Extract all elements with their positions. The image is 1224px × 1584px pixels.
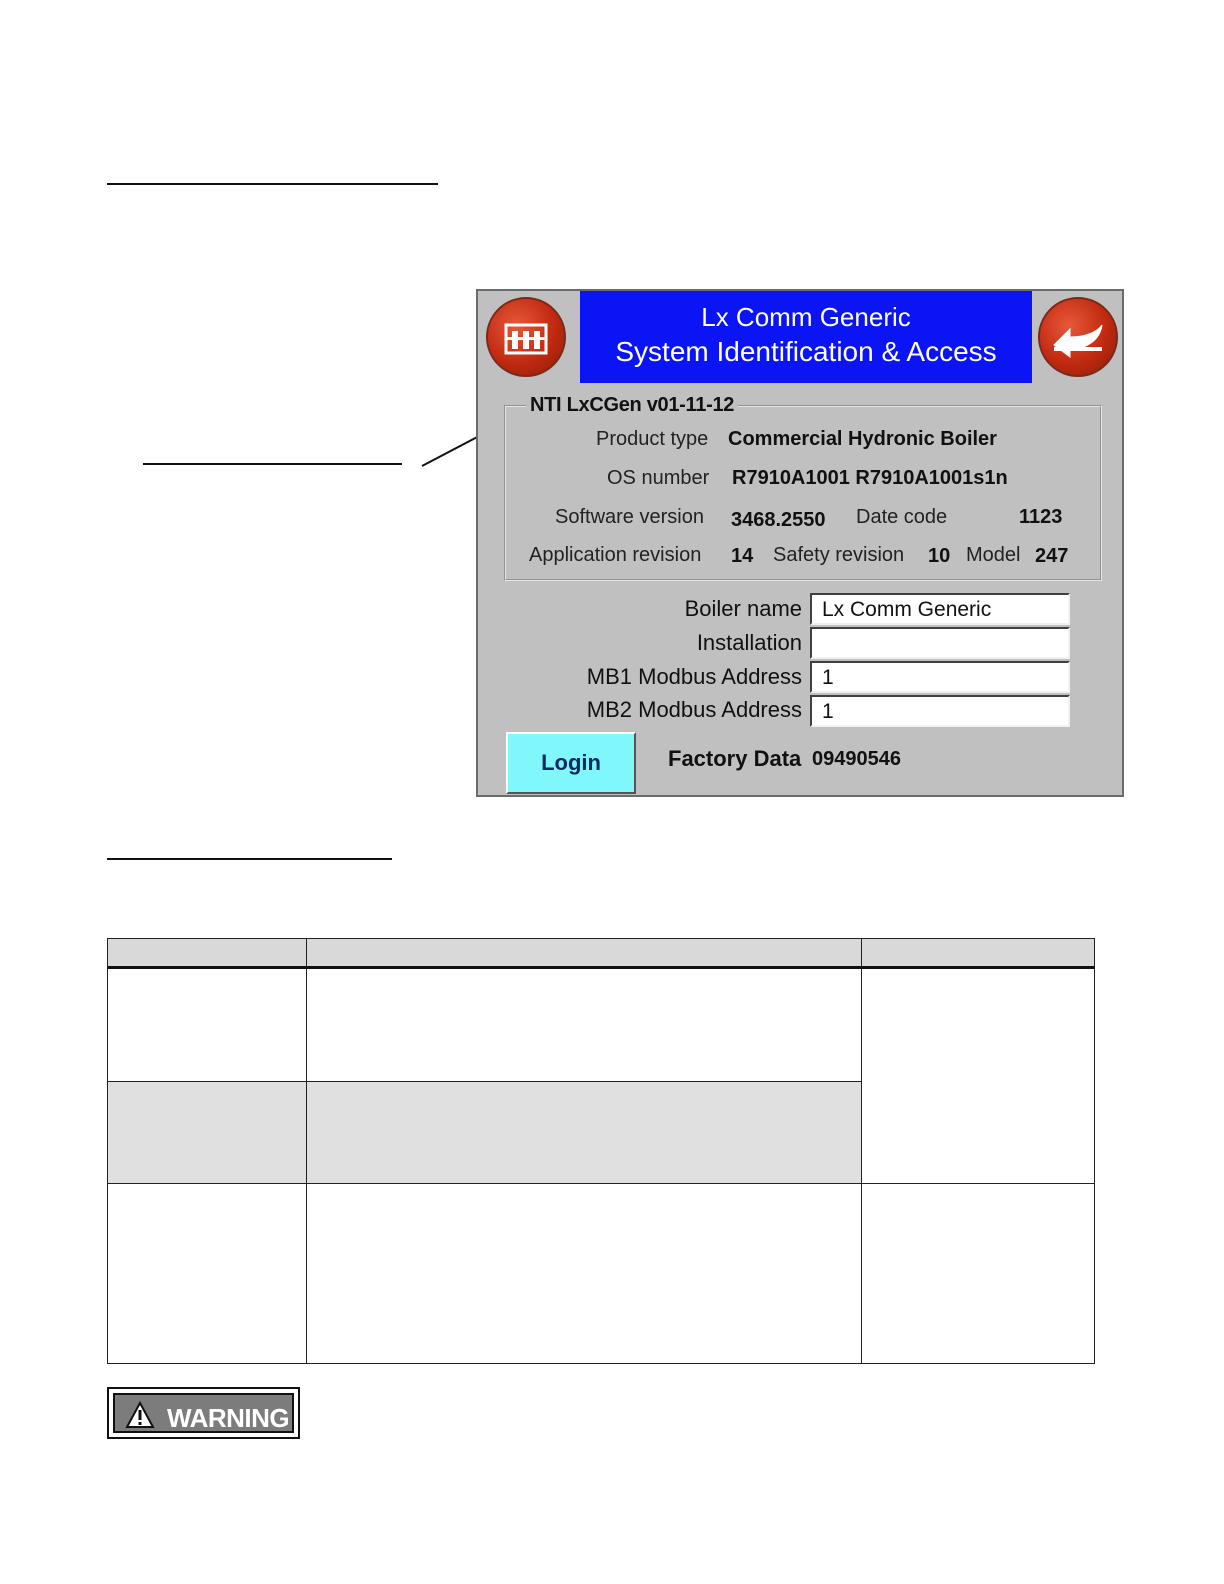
factory-data-label: Factory Data bbox=[668, 746, 802, 771]
model-value: 247 bbox=[1035, 545, 1069, 567]
section-heading-underline-2 bbox=[107, 858, 392, 860]
warning-badge bbox=[107, 1387, 300, 1439]
mb2-modbus-address-field[interactable]: 1 bbox=[810, 695, 1070, 727]
safety-revision-label: Safety revision bbox=[773, 544, 905, 566]
application-revision-label: Application revision bbox=[529, 544, 702, 566]
factory-data-value: 09490546 bbox=[812, 748, 901, 770]
date-code-value: 1123 bbox=[1019, 506, 1063, 528]
warning-triangle-icon bbox=[125, 1401, 155, 1429]
software-version-value: 3468.2550 bbox=[731, 509, 826, 531]
screen-title-line1: Lx Comm Generic bbox=[701, 302, 911, 332]
application-revision-value: 14 bbox=[731, 545, 754, 567]
os-number-value: R7910A1001 R7910A1001s1n bbox=[732, 467, 1008, 489]
info-table bbox=[107, 938, 1095, 1364]
os-number-label: OS number bbox=[607, 467, 710, 489]
callout-label-underline bbox=[143, 463, 402, 465]
screen-title-line2: System Identification & Access bbox=[615, 336, 997, 367]
product-type-value: Commercial Hydronic Boiler bbox=[728, 428, 997, 450]
mb1-modbus-address-field[interactable]: 1 bbox=[810, 661, 1070, 693]
model-label: Model bbox=[966, 544, 1021, 566]
row-divider-2 bbox=[108, 1183, 1094, 1184]
installation-field[interactable] bbox=[810, 627, 1070, 659]
boiler-name-label: Boiler name bbox=[684, 596, 802, 621]
table-row-shaded bbox=[108, 1082, 861, 1183]
home-icon bbox=[488, 299, 564, 375]
system-identification-screen bbox=[476, 289, 1124, 797]
row-divider-1 bbox=[108, 1081, 861, 1082]
installation-label: Installation bbox=[696, 630, 802, 655]
home-button[interactable] bbox=[480, 293, 572, 381]
header-divider bbox=[108, 966, 1094, 969]
date-code-label: Date code bbox=[856, 506, 948, 528]
mb1-modbus-address-label: MB1 Modbus Address bbox=[586, 664, 802, 689]
login-button[interactable]: Login bbox=[506, 732, 636, 794]
group-title: NTI LxCGen v01-11-12 bbox=[526, 394, 738, 417]
column-divider-2 bbox=[861, 939, 862, 1363]
safety-revision-value: 10 bbox=[928, 545, 951, 567]
section-heading-underline-1 bbox=[107, 183, 438, 185]
title-bar bbox=[580, 291, 1032, 383]
back-button[interactable] bbox=[1032, 293, 1124, 381]
warning-label: WARNING bbox=[167, 1403, 290, 1433]
software-version-label: Software version bbox=[555, 506, 704, 528]
boiler-name-field[interactable]: Lx Comm Generic bbox=[810, 593, 1070, 625]
column-divider-1 bbox=[306, 939, 307, 1363]
table-header-row bbox=[108, 939, 1094, 967]
product-type-label: Product type bbox=[596, 428, 709, 450]
back-arrow-icon bbox=[1040, 299, 1116, 375]
mb2-modbus-address-label: MB2 Modbus Address bbox=[586, 697, 802, 722]
